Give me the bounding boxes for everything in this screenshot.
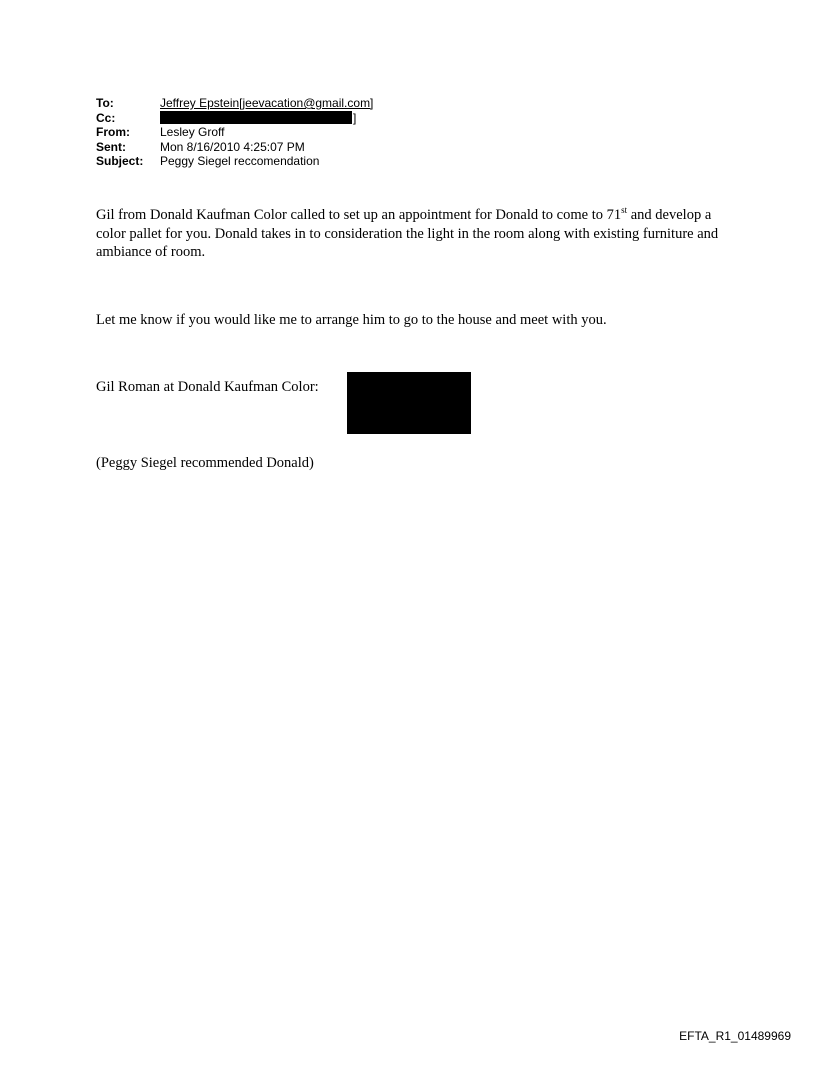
p1-text-end: and develop a color pallet for you. Donald takes in to consideration the light in the room along with existing furniture and ambiance of room. <box>96 207 719 260</box>
subject-row <box>96 154 373 169</box>
email-header <box>96 96 373 169</box>
sent-label: Sent: <box>96 139 126 154</box>
p1-text-start: Gil from Donald Kaufman Color called to set up an appointment for Donald to come to 71 <box>96 207 622 223</box>
to-value: Jeffrey Epstein[jeevacation@gmail.com] <box>160 96 374 110</box>
sent-row <box>96 140 373 155</box>
from-row <box>96 125 373 140</box>
document-id: EFTA_R1_01489969 <box>679 1029 791 1043</box>
cc-value <box>160 111 356 126</box>
from-label: From: <box>96 125 130 139</box>
to-row <box>96 96 373 111</box>
cc-bracket: ] <box>353 110 357 125</box>
body-paragraph-appointment <box>96 206 736 262</box>
subject-value: Peggy Siegel reccomendation <box>160 154 320 168</box>
cc-label: Cc: <box>96 110 116 125</box>
to-label: To: <box>96 96 114 110</box>
cc-redaction-block <box>160 111 352 124</box>
cc-row <box>96 111 373 126</box>
body-paragraph-contact: Gil Roman at Donald Kaufman Color: <box>96 379 319 395</box>
body-paragraph-arrange: Let me know if you would like me to arrange him to go to the house and meet with you. <box>96 312 607 328</box>
p1-superscript: st <box>621 205 628 216</box>
sent-value: Mon 8/16/2010 4:25:07 PM <box>160 139 305 154</box>
body-paragraph-recommendation: (Peggy Siegel recommended Donald) <box>96 455 314 471</box>
subject-label: Subject: <box>96 154 144 168</box>
contact-redaction-block <box>347 372 471 434</box>
from-value: Lesley Groff <box>160 125 225 139</box>
